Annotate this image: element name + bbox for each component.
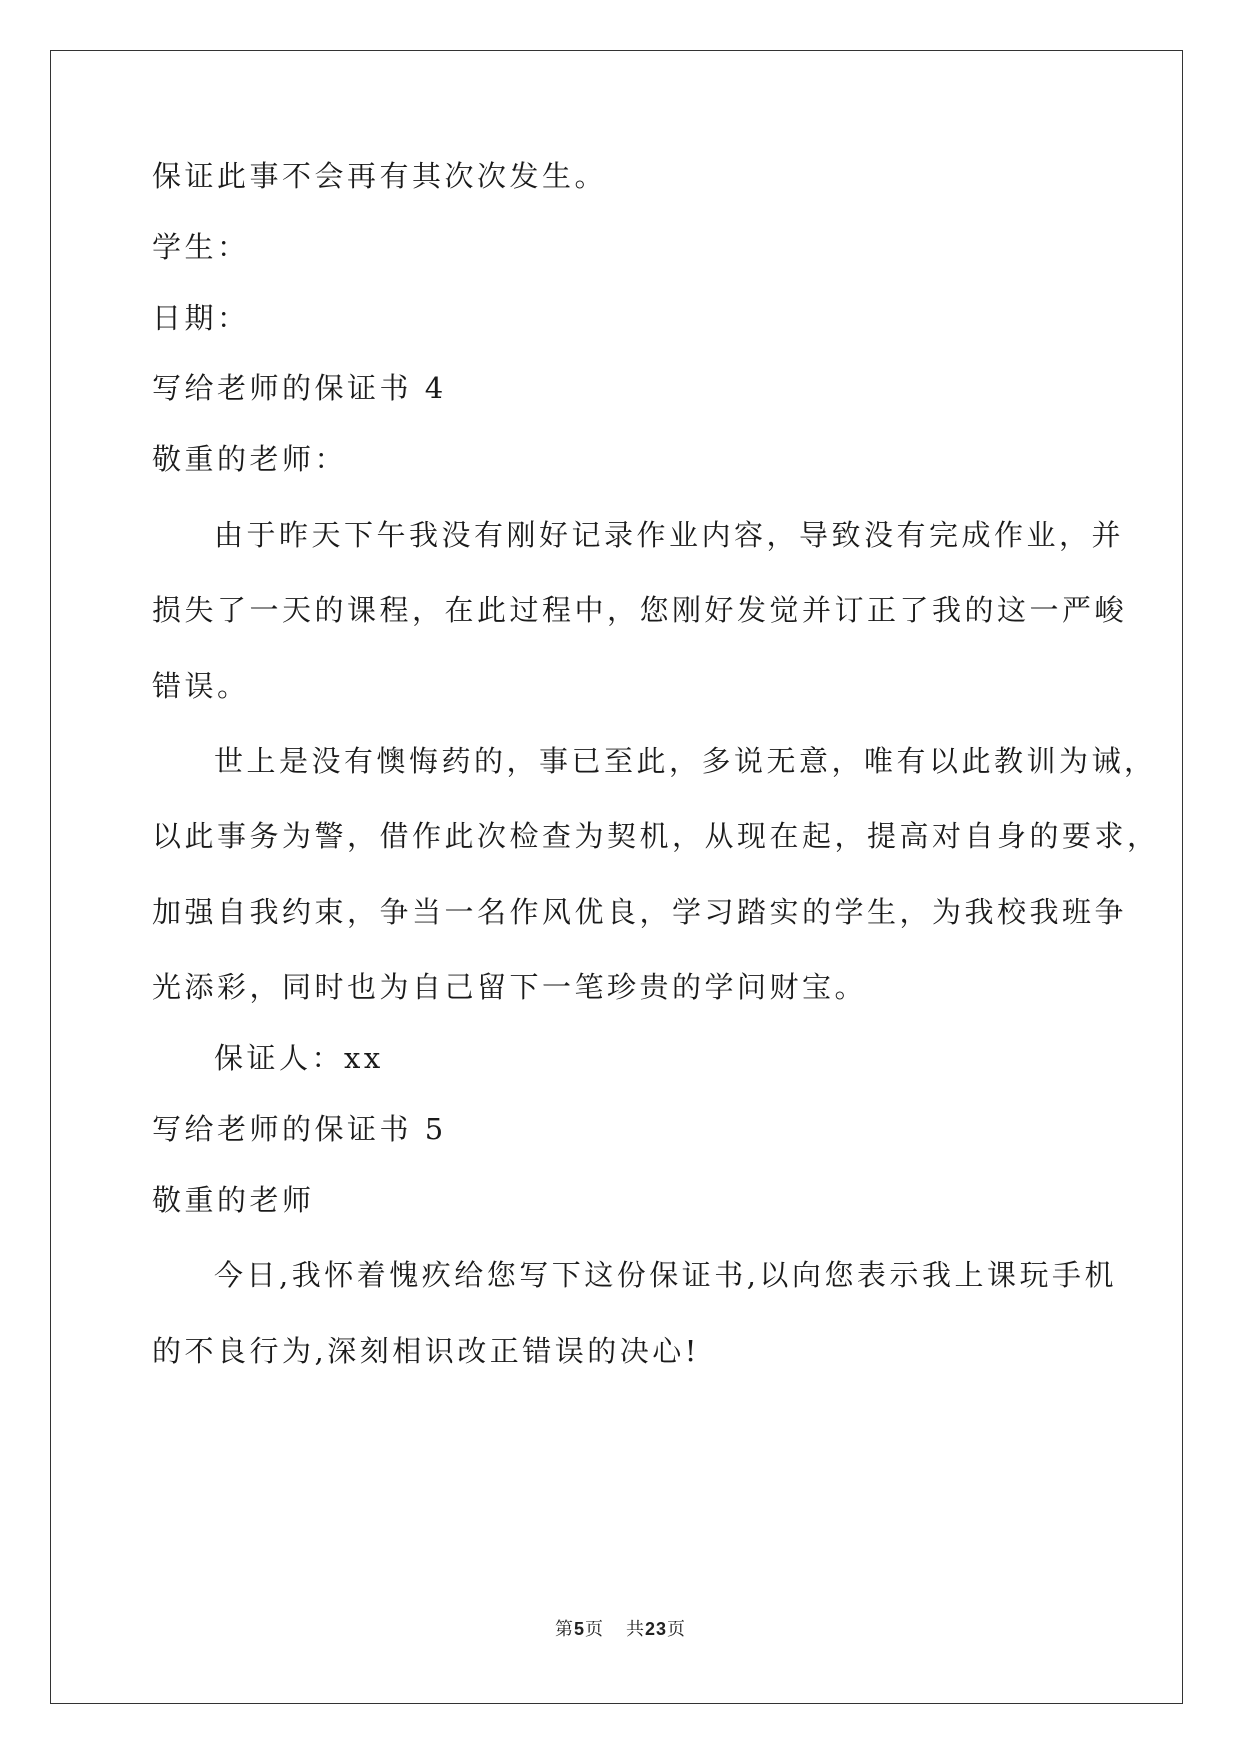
paragraph-line: 的不良行为,深刻相识改正错误的决心!: [152, 1334, 700, 1368]
paragraph-line: 损失了一天的课程，在此过程中，您刚好发觉并订正了我的这一严峻: [152, 593, 1128, 627]
paragraph-line: 以此事务为警，借作此次检查为契机，从现在起，提高对自身的要求，: [152, 819, 1160, 853]
footer-total-pages: 23: [644, 1619, 668, 1639]
paragraph-line: 由于昨天下午我没有刚好记录作业内容，导致没有完成作业，并: [214, 518, 1125, 552]
paragraph-line: 世上是没有懊悔药的，事已至此，多说无意，唯有以此教训为诫，: [214, 744, 1157, 778]
student-label: 学生：: [152, 230, 250, 264]
page-footer: [0, 1618, 1241, 1641]
text-line-1: 保证此事不会再有其次次发生。: [152, 159, 608, 193]
paragraph-line: 加强自我约束，争当一名作风优良，学习踏实的学生，为我校我班争: [152, 895, 1128, 929]
footer-page-prefix: 第: [554, 1619, 574, 1640]
footer-total-prefix: 共: [625, 1619, 645, 1640]
footer-total-suffix: 页: [667, 1619, 687, 1640]
salutation-4: 敬重的老师：: [152, 442, 348, 476]
paragraph-line: 今日,我怀着愧疚给您写下这份保证书,以向您表示我上课玩手机: [214, 1258, 1117, 1292]
salutation-5: 敬重的老师: [152, 1183, 315, 1217]
page-border: [50, 50, 1183, 1704]
footer-page-number: 5: [573, 1619, 585, 1639]
section-title-5: 写给老师的保证书 5: [152, 1112, 447, 1146]
footer-page-suffix: 页: [584, 1619, 604, 1640]
paragraph-line: 错误。: [152, 669, 250, 703]
paragraph-line: 光添彩，同时也为自己留下一笔珍贵的学问财宝。: [152, 970, 868, 1004]
date-label: 日期：: [152, 301, 250, 335]
section-title-4: 写给老师的保证书 4: [152, 371, 447, 405]
guarantor-line: 保证人：xx: [214, 1041, 384, 1075]
